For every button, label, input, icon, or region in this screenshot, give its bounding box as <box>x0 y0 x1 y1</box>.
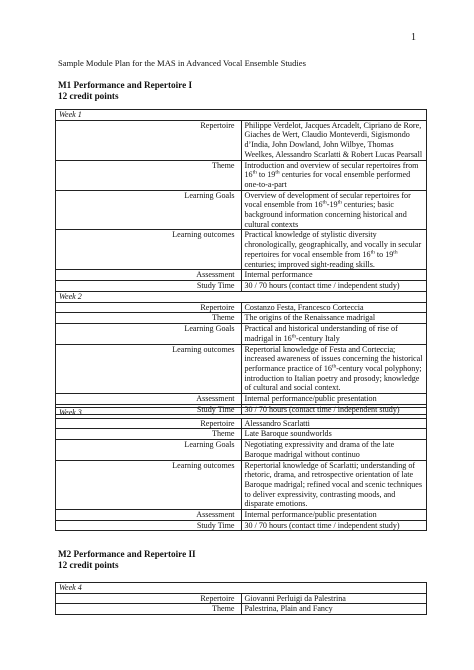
row-value: Late Baroque soundworlds <box>241 429 427 440</box>
module-title: M2 Performance and Repertoire II <box>58 549 196 559</box>
row-label: Learning outcomes <box>56 460 242 510</box>
table-row <box>56 593 427 604</box>
row-value: Palestrina, Plain and Fancy <box>241 604 427 615</box>
table-row <box>56 394 427 405</box>
row-value: Internal performance <box>241 270 427 281</box>
row-label: Repertoire <box>56 120 242 160</box>
page-number: 1 <box>411 32 416 43</box>
row-value: 30 / 70 hours (contact time / independent study) <box>241 520 427 531</box>
row-label: Study Time <box>56 280 242 291</box>
row-value: Overview of development of secular repertoires for vocal ensemble from 16th-19th centuries; basic background information concerning historical and cultural contexts <box>241 190 427 230</box>
table-row <box>56 418 427 429</box>
row-value: Internal performance/public presentation <box>241 394 427 405</box>
week-label: Week 3 <box>56 408 427 419</box>
row-value: Internal performance/public presentation <box>241 510 427 521</box>
row-value: Practical knowledge of stylistic diversity chronologically, geographically, and vocally in secular repertoires for vocal ensemble from 16th to 19th centuries; improved sight-reading skills. <box>241 230 427 270</box>
table-row <box>56 120 427 160</box>
row-value: Repertorial knowledge of Festa and Corteccia; increased awareness of issues concerning the historical performance practice of 16th-century vocal polyphony; introduction to Italian poetry and prosody; knowledge of cultural and social context. <box>241 344 427 394</box>
week-label: Week 1 <box>56 110 427 121</box>
module-title: M1 Performance and Repertoire I <box>58 80 193 90</box>
row-value: 30 / 70 hours (contact time / independent study) <box>241 404 427 415</box>
table-row <box>56 280 427 291</box>
row-label: Assessment <box>56 394 242 405</box>
week-table-2 <box>55 291 427 415</box>
row-label: Theme <box>56 429 242 440</box>
row-label: Learning outcomes <box>56 344 242 394</box>
week-table-1 <box>55 109 427 292</box>
table-row <box>56 230 427 270</box>
table-row <box>56 344 427 394</box>
row-label: Learning outcomes <box>56 230 242 270</box>
row-value: Giovanni Perluigi da Palestrina <box>241 593 427 604</box>
row-label: Repertoire <box>56 593 242 604</box>
row-label: Theme <box>56 604 242 615</box>
row-value: Costanzo Festa, Francesco Corteccia <box>241 302 427 313</box>
row-value: Introduction and overview of secular repertoires from 16th to 19th centuries for vocal ensemble performed one-to-a-part <box>241 160 427 190</box>
table-row <box>56 604 427 615</box>
week-header-row <box>56 408 427 419</box>
table-row <box>56 460 427 510</box>
week-table-4 <box>55 582 427 615</box>
row-label: Learning Goals <box>56 440 242 460</box>
table-row <box>56 429 427 440</box>
row-value: 30 / 70 hours (contact time / independent study) <box>241 280 427 291</box>
row-value: Practical and historical understanding of rise of madrigal in 16th-century Italy <box>241 324 427 344</box>
row-label: Learning Goals <box>56 324 242 344</box>
module-credits: 12 credit points <box>58 560 119 570</box>
week-header-row <box>56 110 427 121</box>
week-table-3 <box>55 407 427 531</box>
table-row <box>56 190 427 230</box>
table-row <box>56 160 427 190</box>
row-value: Alessandro Scarlatti <box>241 418 427 429</box>
week-header-row <box>56 292 427 303</box>
row-label: Repertoire <box>56 302 242 313</box>
row-label: Repertoire <box>56 418 242 429</box>
module-heading-m1 <box>58 80 192 102</box>
module-credits: 12 credit points <box>58 91 119 101</box>
document-title: Sample Module Plan for the MAS in Advanced Vocal Ensemble Studies <box>58 58 306 68</box>
table-row <box>56 324 427 344</box>
row-label: Assessment <box>56 270 242 281</box>
module-heading-m2 <box>58 549 196 571</box>
table-row <box>56 313 427 324</box>
week-label: Week 2 <box>56 292 427 303</box>
row-label: Theme <box>56 160 242 190</box>
row-label: Learning Goals <box>56 190 242 230</box>
row-value: The origins of the Renaissance madrigal <box>241 313 427 324</box>
week-label: Week 4 <box>56 583 427 594</box>
table-row <box>56 520 427 531</box>
row-value: Negotiating expressivity and drama of the late Baroque madrigal without continuo <box>241 440 427 460</box>
table-row <box>56 270 427 281</box>
table-row <box>56 510 427 521</box>
row-value: Philippe Verdelot, Jacques Arcadelt, Cipriano de Rore, Giaches de Wert, Claudio Monteverdi, Sigismondo d’India, John Dowland, John Wilbye, Thomas Weelkes, Alessandro Scarlatti & Robert Lucas Pearsall <box>241 120 427 160</box>
row-label: Theme <box>56 313 242 324</box>
row-label: Assessment <box>56 510 242 521</box>
row-value: Repertorial knowledge of Scarlatti; understanding of rhetoric, drama, and retrospective orientation of late Baroque madrigal; refined vocal and scenic techniques to deliver expressivity, contrasting moods, and disparate emotions. <box>241 460 427 510</box>
table-row <box>56 302 427 313</box>
row-label: Study Time <box>56 520 242 531</box>
row-label: Study Time <box>56 404 242 415</box>
week-header-row <box>56 583 427 594</box>
table-row <box>56 440 427 460</box>
